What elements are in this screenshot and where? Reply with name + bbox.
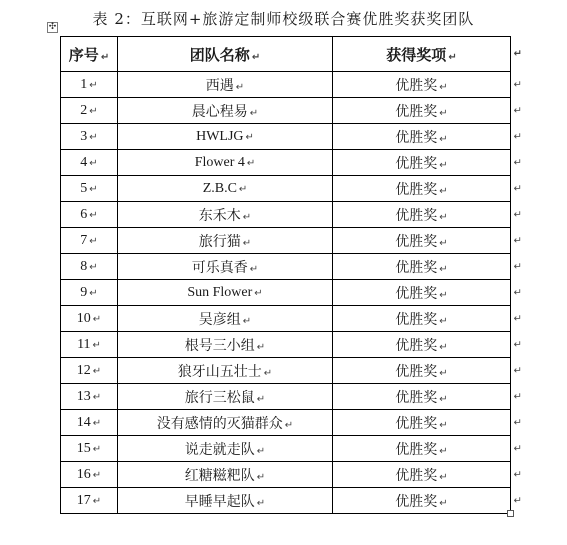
cell-award[interactable] xyxy=(333,280,522,306)
row-end-mark-icon: ↵ xyxy=(513,79,522,90)
cell-end-mark-icon: ↵ xyxy=(92,496,102,507)
cell-end-mark-icon: ↵ xyxy=(251,51,261,63)
cell-number-text: 13 xyxy=(76,389,91,404)
cell-end-mark-icon: ↵ xyxy=(439,185,448,197)
cell-number-text: 15 xyxy=(76,441,91,456)
cell-award-text: 优胜奖 xyxy=(395,181,438,198)
cell-team-name[interactable] xyxy=(118,280,333,306)
column-header-team[interactable] xyxy=(118,37,333,72)
cell-number[interactable] xyxy=(61,488,118,514)
cell-end-mark-icon: ↵ xyxy=(284,419,294,431)
cell-end-mark-icon: ↵ xyxy=(89,288,98,299)
cell-number-text: 4 xyxy=(80,155,88,170)
cell-team-name-text: 可乐真香 xyxy=(191,259,248,276)
table-caption: 表 2：互联网+旅游定制师校级联合赛优胜奖获奖团队 xyxy=(92,10,475,28)
cell-award-text: 优胜奖 xyxy=(395,389,438,406)
cell-award[interactable] xyxy=(333,384,522,410)
cell-team-name-text: 吴彦组 xyxy=(198,311,241,328)
cell-number[interactable] xyxy=(61,306,118,332)
cell-number-text: 12 xyxy=(76,363,91,378)
cell-number[interactable] xyxy=(61,436,118,462)
cell-award-text: 优胜奖 xyxy=(395,77,438,94)
cell-award-text: 优胜奖 xyxy=(395,415,438,432)
cell-end-mark-icon: ↵ xyxy=(439,81,448,93)
cell-team-name[interactable] xyxy=(118,202,333,228)
table-row xyxy=(61,462,511,488)
cell-team-name-text: 红糖糍粑队 xyxy=(184,467,255,484)
cell-number[interactable] xyxy=(61,410,118,436)
cell-award[interactable] xyxy=(333,436,522,462)
row-end-mark-icon: ↵ xyxy=(513,287,522,298)
cell-number-text: 1 xyxy=(80,77,88,92)
cell-number-text: 16 xyxy=(76,467,91,482)
table-row xyxy=(61,332,511,358)
cell-end-mark-icon: ↵ xyxy=(89,262,98,273)
cell-team-name[interactable] xyxy=(118,358,333,384)
table-header-row xyxy=(61,37,511,72)
cell-award[interactable] xyxy=(333,176,522,202)
award-table xyxy=(60,36,522,514)
table-row xyxy=(61,306,511,332)
cell-team-name[interactable] xyxy=(118,150,333,176)
cell-end-mark-icon: ↵ xyxy=(439,289,448,301)
cell-award[interactable] xyxy=(333,410,522,436)
cell-award[interactable] xyxy=(333,332,522,358)
row-end-mark-icon: ↵ xyxy=(513,261,522,272)
cell-team-name-text: Sun Flower xyxy=(187,285,253,300)
cell-number-text: 5 xyxy=(80,181,88,196)
cell-award-text: 优胜奖 xyxy=(395,467,438,484)
row-end-mark-icon: ↵ xyxy=(513,235,522,246)
cell-team-name[interactable] xyxy=(118,176,333,202)
cell-award-text: 优胜奖 xyxy=(395,311,438,328)
row-end-mark-icon: ↵ xyxy=(513,339,522,350)
cell-team-name[interactable] xyxy=(118,98,333,124)
column-header-label: 序号 xyxy=(68,45,99,64)
cell-end-mark-icon: ↵ xyxy=(235,81,245,93)
cell-award[interactable] xyxy=(333,124,522,150)
cell-team-name-text: 东禾木 xyxy=(198,207,241,224)
table-row xyxy=(61,98,511,124)
cell-end-mark-icon: ↵ xyxy=(92,340,101,351)
cell-end-mark-icon: ↵ xyxy=(439,445,448,457)
cell-team-name-text: 晨心程易 xyxy=(191,103,248,120)
cell-end-mark-icon: ↵ xyxy=(242,211,252,223)
cell-end-mark-icon: ↵ xyxy=(89,158,98,169)
cell-team-name[interactable] xyxy=(118,228,333,254)
table-row xyxy=(61,436,511,462)
cell-award[interactable] xyxy=(333,462,522,488)
cell-number[interactable] xyxy=(61,98,118,124)
cell-end-mark-icon: ↵ xyxy=(242,315,252,327)
cell-award-text: 优胜奖 xyxy=(395,129,438,146)
table-row xyxy=(61,410,511,436)
table-row xyxy=(61,176,511,202)
column-header-number[interactable] xyxy=(61,37,118,72)
cell-number[interactable] xyxy=(61,280,118,306)
cell-end-mark-icon: ↵ xyxy=(263,367,273,379)
cell-award-text: 优胜奖 xyxy=(395,207,438,224)
cell-end-mark-icon: ↵ xyxy=(439,159,448,171)
cell-end-mark-icon: ↵ xyxy=(249,107,259,119)
row-end-mark-icon: ↵ xyxy=(513,313,522,324)
cell-end-mark-icon: ↵ xyxy=(256,393,266,405)
column-header-label: 团队名称 xyxy=(189,45,250,64)
cell-end-mark-icon: ↵ xyxy=(100,51,110,63)
cell-number[interactable] xyxy=(61,384,118,410)
cell-number[interactable] xyxy=(61,358,118,384)
cell-end-mark-icon: ↵ xyxy=(246,158,256,169)
cell-number[interactable] xyxy=(61,332,118,358)
cell-end-mark-icon: ↵ xyxy=(238,184,248,195)
cell-end-mark-icon: ↵ xyxy=(89,132,98,143)
cell-team-name[interactable] xyxy=(118,72,333,98)
cell-award-text: 优胜奖 xyxy=(395,285,438,302)
cell-number[interactable] xyxy=(61,72,118,98)
cell-award[interactable] xyxy=(333,98,522,124)
cell-end-mark-icon: ↵ xyxy=(439,419,448,431)
cell-end-mark-icon: ↵ xyxy=(256,471,266,483)
cell-end-mark-icon: ↵ xyxy=(89,236,98,247)
cell-award[interactable] xyxy=(333,202,522,228)
cell-number-text: 3 xyxy=(80,129,88,144)
cell-end-mark-icon: ↵ xyxy=(92,366,102,377)
cell-end-mark-icon: ↵ xyxy=(439,237,448,249)
row-end-mark-icon: ↵ xyxy=(513,391,522,402)
cell-end-mark-icon: ↵ xyxy=(92,392,102,403)
cell-team-name-text: 说走就走队 xyxy=(184,441,255,458)
table-row xyxy=(61,150,511,176)
cell-end-mark-icon: ↵ xyxy=(92,314,102,325)
cell-award-text: 优胜奖 xyxy=(395,233,438,250)
cell-number-text: 2 xyxy=(80,103,88,118)
cell-team-name[interactable] xyxy=(118,436,333,462)
cell-number-text: 10 xyxy=(76,311,91,326)
row-end-mark-icon: ↵ xyxy=(513,443,522,454)
cell-award-text: 优胜奖 xyxy=(395,259,438,276)
cell-award[interactable] xyxy=(333,306,522,332)
table-row xyxy=(61,384,511,410)
cell-award[interactable] xyxy=(333,228,522,254)
cell-award[interactable] xyxy=(333,72,522,98)
cell-team-name[interactable] xyxy=(118,488,333,514)
cell-end-mark-icon: ↵ xyxy=(439,341,448,353)
table-row xyxy=(61,124,511,150)
cell-award[interactable] xyxy=(333,150,522,176)
cell-end-mark-icon: ↵ xyxy=(89,210,98,221)
table-resize-handle[interactable] xyxy=(507,510,514,517)
table-row xyxy=(61,228,511,254)
cell-end-mark-icon: ↵ xyxy=(254,288,263,299)
cell-end-mark-icon: ↵ xyxy=(439,211,448,223)
cell-end-mark-icon: ↵ xyxy=(439,393,448,405)
cell-end-mark-icon: ↵ xyxy=(242,237,252,249)
cell-end-mark-icon: ↵ xyxy=(439,367,448,379)
cell-award-text: 优胜奖 xyxy=(395,441,438,458)
cell-team-name[interactable] xyxy=(118,410,333,436)
cell-end-mark-icon: ↵ xyxy=(448,51,457,63)
row-end-mark-icon: ↵ xyxy=(513,105,522,116)
cell-team-name[interactable] xyxy=(118,124,333,150)
cell-number[interactable] xyxy=(61,228,118,254)
cell-team-name-text: Z.B.C xyxy=(202,181,237,196)
cell-team-name-text: 没有感情的灭猫群众 xyxy=(156,415,283,432)
cell-award-text: 优胜奖 xyxy=(395,337,438,354)
table-row xyxy=(61,488,511,514)
table-row xyxy=(61,358,511,384)
cell-team-name[interactable] xyxy=(118,306,333,332)
cell-number-text: 11 xyxy=(77,337,91,352)
cell-team-name-text: 旅行三松鼠 xyxy=(184,389,255,406)
cell-team-name[interactable] xyxy=(118,332,333,358)
cell-end-mark-icon: ↵ xyxy=(439,497,448,509)
cell-end-mark-icon: ↵ xyxy=(245,132,254,143)
cell-number[interactable] xyxy=(61,462,118,488)
cell-end-mark-icon: ↵ xyxy=(256,341,266,353)
row-end-mark-icon: ↵ xyxy=(513,417,522,428)
row-end-mark-icon: ↵ xyxy=(513,495,522,506)
cell-team-name-text: 旅行猫 xyxy=(198,233,241,250)
cell-team-name-text: 根号三小组 xyxy=(184,337,255,354)
cell-team-name-text: 狼牙山五壮士 xyxy=(177,363,262,380)
cell-team-name-text: Flower 4 xyxy=(194,155,245,170)
cell-end-mark-icon: ↵ xyxy=(439,263,448,275)
cell-team-name-text: 早睡早起队 xyxy=(184,493,255,510)
column-header-label: 获得奖项 xyxy=(386,45,447,64)
cell-number-text: 14 xyxy=(76,415,91,430)
cell-number[interactable] xyxy=(61,124,118,150)
cell-number[interactable] xyxy=(61,176,118,202)
row-end-mark-icon: ↵ xyxy=(513,183,522,194)
cell-end-mark-icon: ↵ xyxy=(89,80,98,91)
cell-end-mark-icon: ↵ xyxy=(439,107,448,119)
cell-number[interactable] xyxy=(61,202,118,228)
cell-end-mark-icon: ↵ xyxy=(249,263,259,275)
cell-team-name-text: HWLJG xyxy=(196,129,244,144)
table-row xyxy=(61,72,511,98)
cell-end-mark-icon: ↵ xyxy=(92,444,102,455)
row-end-mark-icon: ↵ xyxy=(513,365,522,376)
cell-end-mark-icon: ↵ xyxy=(89,184,98,195)
cell-team-name[interactable] xyxy=(118,384,333,410)
cell-number-text: 9 xyxy=(80,285,88,300)
row-end-mark-icon: ↵ xyxy=(513,469,522,480)
cell-end-mark-icon: ↵ xyxy=(439,133,448,145)
cell-end-mark-icon: ↵ xyxy=(439,471,448,483)
row-end-mark-icon: ↵ xyxy=(513,48,522,60)
column-header-award[interactable] xyxy=(333,37,522,72)
table-row xyxy=(61,280,511,306)
cell-team-name[interactable] xyxy=(118,254,333,280)
row-end-mark-icon: ↵ xyxy=(513,131,522,142)
cell-award[interactable] xyxy=(333,488,522,514)
cell-team-name[interactable] xyxy=(118,462,333,488)
cell-team-name-text: 西遇 xyxy=(205,77,234,94)
cell-award-text: 优胜奖 xyxy=(395,493,438,510)
cell-number-text: 8 xyxy=(80,259,88,274)
row-end-mark-icon: ↵ xyxy=(513,209,522,220)
cell-award[interactable] xyxy=(333,358,522,384)
cell-end-mark-icon: ↵ xyxy=(89,106,98,117)
cell-number[interactable] xyxy=(61,150,118,176)
table-move-handle-icon[interactable]: ✣ xyxy=(48,22,57,32)
cell-award-text: 优胜奖 xyxy=(395,363,438,380)
cell-number-text: 6 xyxy=(80,207,88,222)
cell-end-mark-icon: ↵ xyxy=(256,445,266,457)
cell-number[interactable] xyxy=(61,254,118,280)
cell-end-mark-icon: ↵ xyxy=(92,470,102,481)
table-row xyxy=(61,254,511,280)
cell-number-text: 17 xyxy=(76,493,91,508)
cell-number-text: 7 xyxy=(80,233,88,248)
cell-award-text: 优胜奖 xyxy=(395,155,438,172)
cell-end-mark-icon: ↵ xyxy=(92,418,102,429)
cell-award[interactable] xyxy=(333,254,522,280)
row-end-mark-icon: ↵ xyxy=(513,157,522,168)
cell-award-text: 优胜奖 xyxy=(395,103,438,120)
cell-end-mark-icon: ↵ xyxy=(256,497,266,509)
table-row xyxy=(61,202,511,228)
cell-end-mark-icon: ↵ xyxy=(439,315,448,327)
